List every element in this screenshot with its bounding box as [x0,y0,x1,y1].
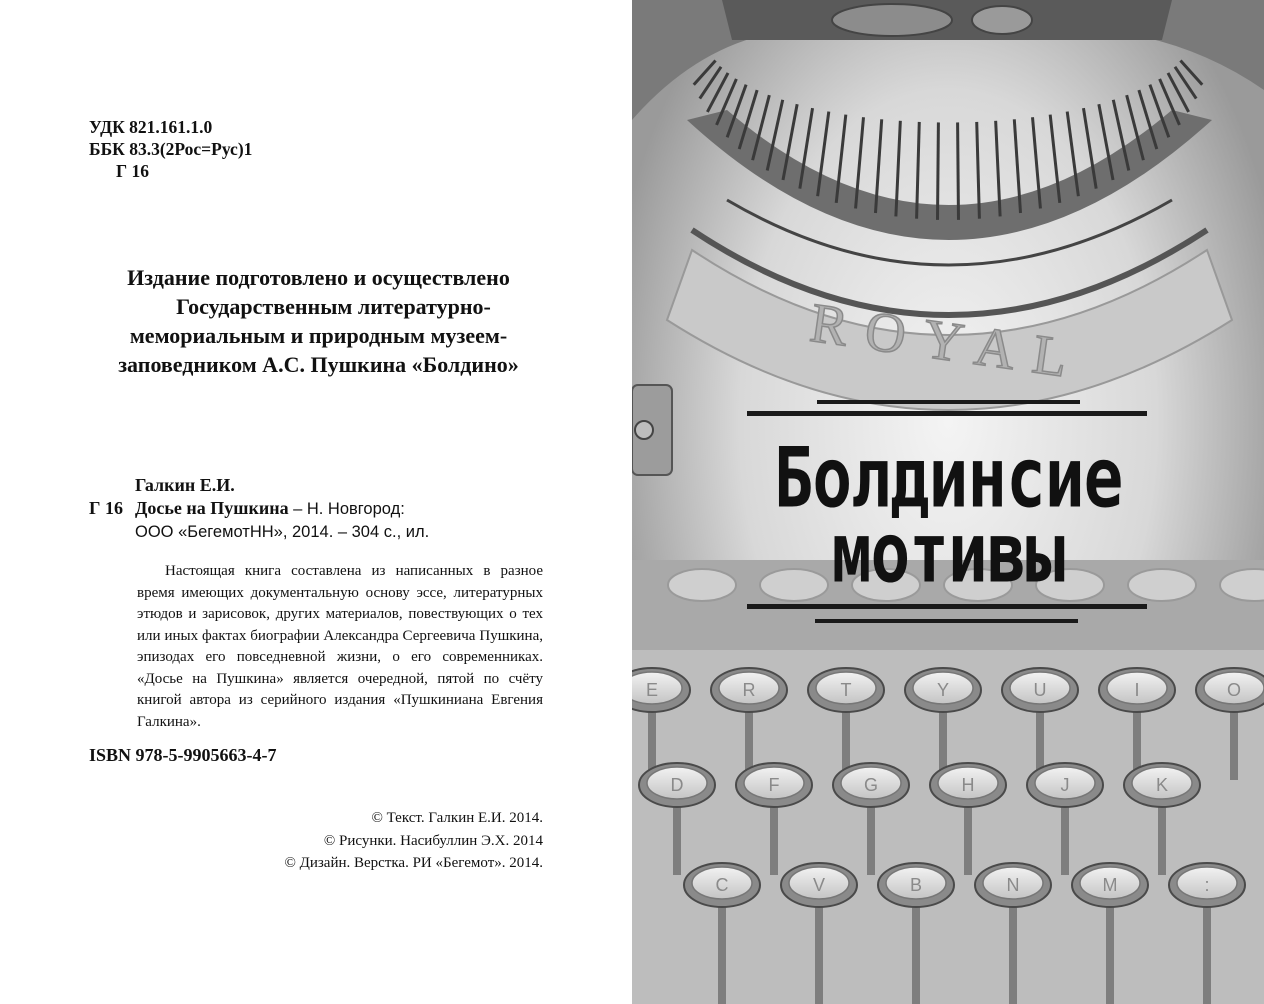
publisher-note-line-2: Государственным литературно- [176,294,491,319]
typewriter-key-label: Y [936,680,950,700]
typewriter-key-label: M [1102,875,1118,895]
rule-top-long [747,411,1147,416]
author-mark: Г 16 [116,161,150,181]
typewriter-key-label: C [715,875,729,895]
typewriter-key-label: U [1033,680,1047,700]
publisher-note-line-1: Издание подготовлено и осуществлено [127,265,510,290]
cover-title-line-1: Болдинсие [773,430,1123,527]
publisher-note [86,263,551,379]
typewriter-key-label: G [863,775,879,795]
typewriter-key-label: K [1155,775,1169,795]
typewriter-key-label: D [670,775,684,795]
record-code: Г 16 [89,498,123,518]
title-row [89,497,559,521]
cover-image [632,0,1264,1004]
typewriter-key-label: : [1204,875,1210,895]
annotation-text: Настоящая книга составлена из написанных в разное время имеющих документальную основу эссе, литературных этюдов и зарисовок, других материалов, повествующих о тех или иных фактах биографии Александра Сергеевича Пушкина, эпизодах его повседневной жизни, о его современниках. «Досье на Пушкина» является очередной, пятой по счёту книгой автора из серийного издания «Пушкиниана Евгения Галкина». [137,563,543,730]
rule-top-short [817,400,1080,404]
typewriter-key-label: B [909,875,923,895]
publisher-note-line-3: мемориальным и природным музеем- [129,323,508,348]
bibliographic-record [89,474,559,544]
cover-title-line-2: мотивы [831,505,1065,602]
udk-code: УДК 821.161.1.0 [89,117,213,137]
author-name: Галкин Е.И. [135,475,235,495]
isbn: ISBN 978-5-9905663-4-7 [89,745,277,765]
classification-block [89,116,252,182]
bbk-code: ББК 83.3(2Рос=Рус)1 [89,139,253,159]
rule-bottom-short [815,619,1078,623]
typewriter-key-label: H [961,775,975,795]
typewriter-key-label: T [840,680,852,700]
typewriter-key-label: R [742,680,756,700]
typewriter-key-label: F [768,775,780,795]
brand-lettering: ROYAL [806,292,1090,392]
typewriter-key-label: V [812,875,826,895]
copyright-text: © Текст. Галкин Е.И. 2014. [371,810,543,826]
publication-place: – Н. Новгород: [293,500,405,518]
cover-title-block [632,0,1264,1004]
publisher-line: ООО «БегемотНН», 2014. – 304 с., ил. [135,523,430,541]
typewriter-key-label: N [1006,875,1020,895]
copyright-block [284,807,543,875]
publisher-note-line-4: заповедником А.С. Пушкина «Болдино» [118,352,519,377]
copyright-design: © Дизайн. Верстка. РИ «Бегемот». 2014. [284,855,543,871]
rule-bottom-long [747,604,1147,609]
typewriter-key-label: J [1060,775,1070,795]
copyright-drawings: © Рисунки. Насибуллин Э.Х. 2014 [323,832,543,849]
typewriter-key-label: O [1226,680,1242,700]
typewriter-key-label: I [1134,680,1140,700]
book-title: Досье на Пушкина [135,498,289,518]
typewriter-key-label: E [645,680,659,700]
